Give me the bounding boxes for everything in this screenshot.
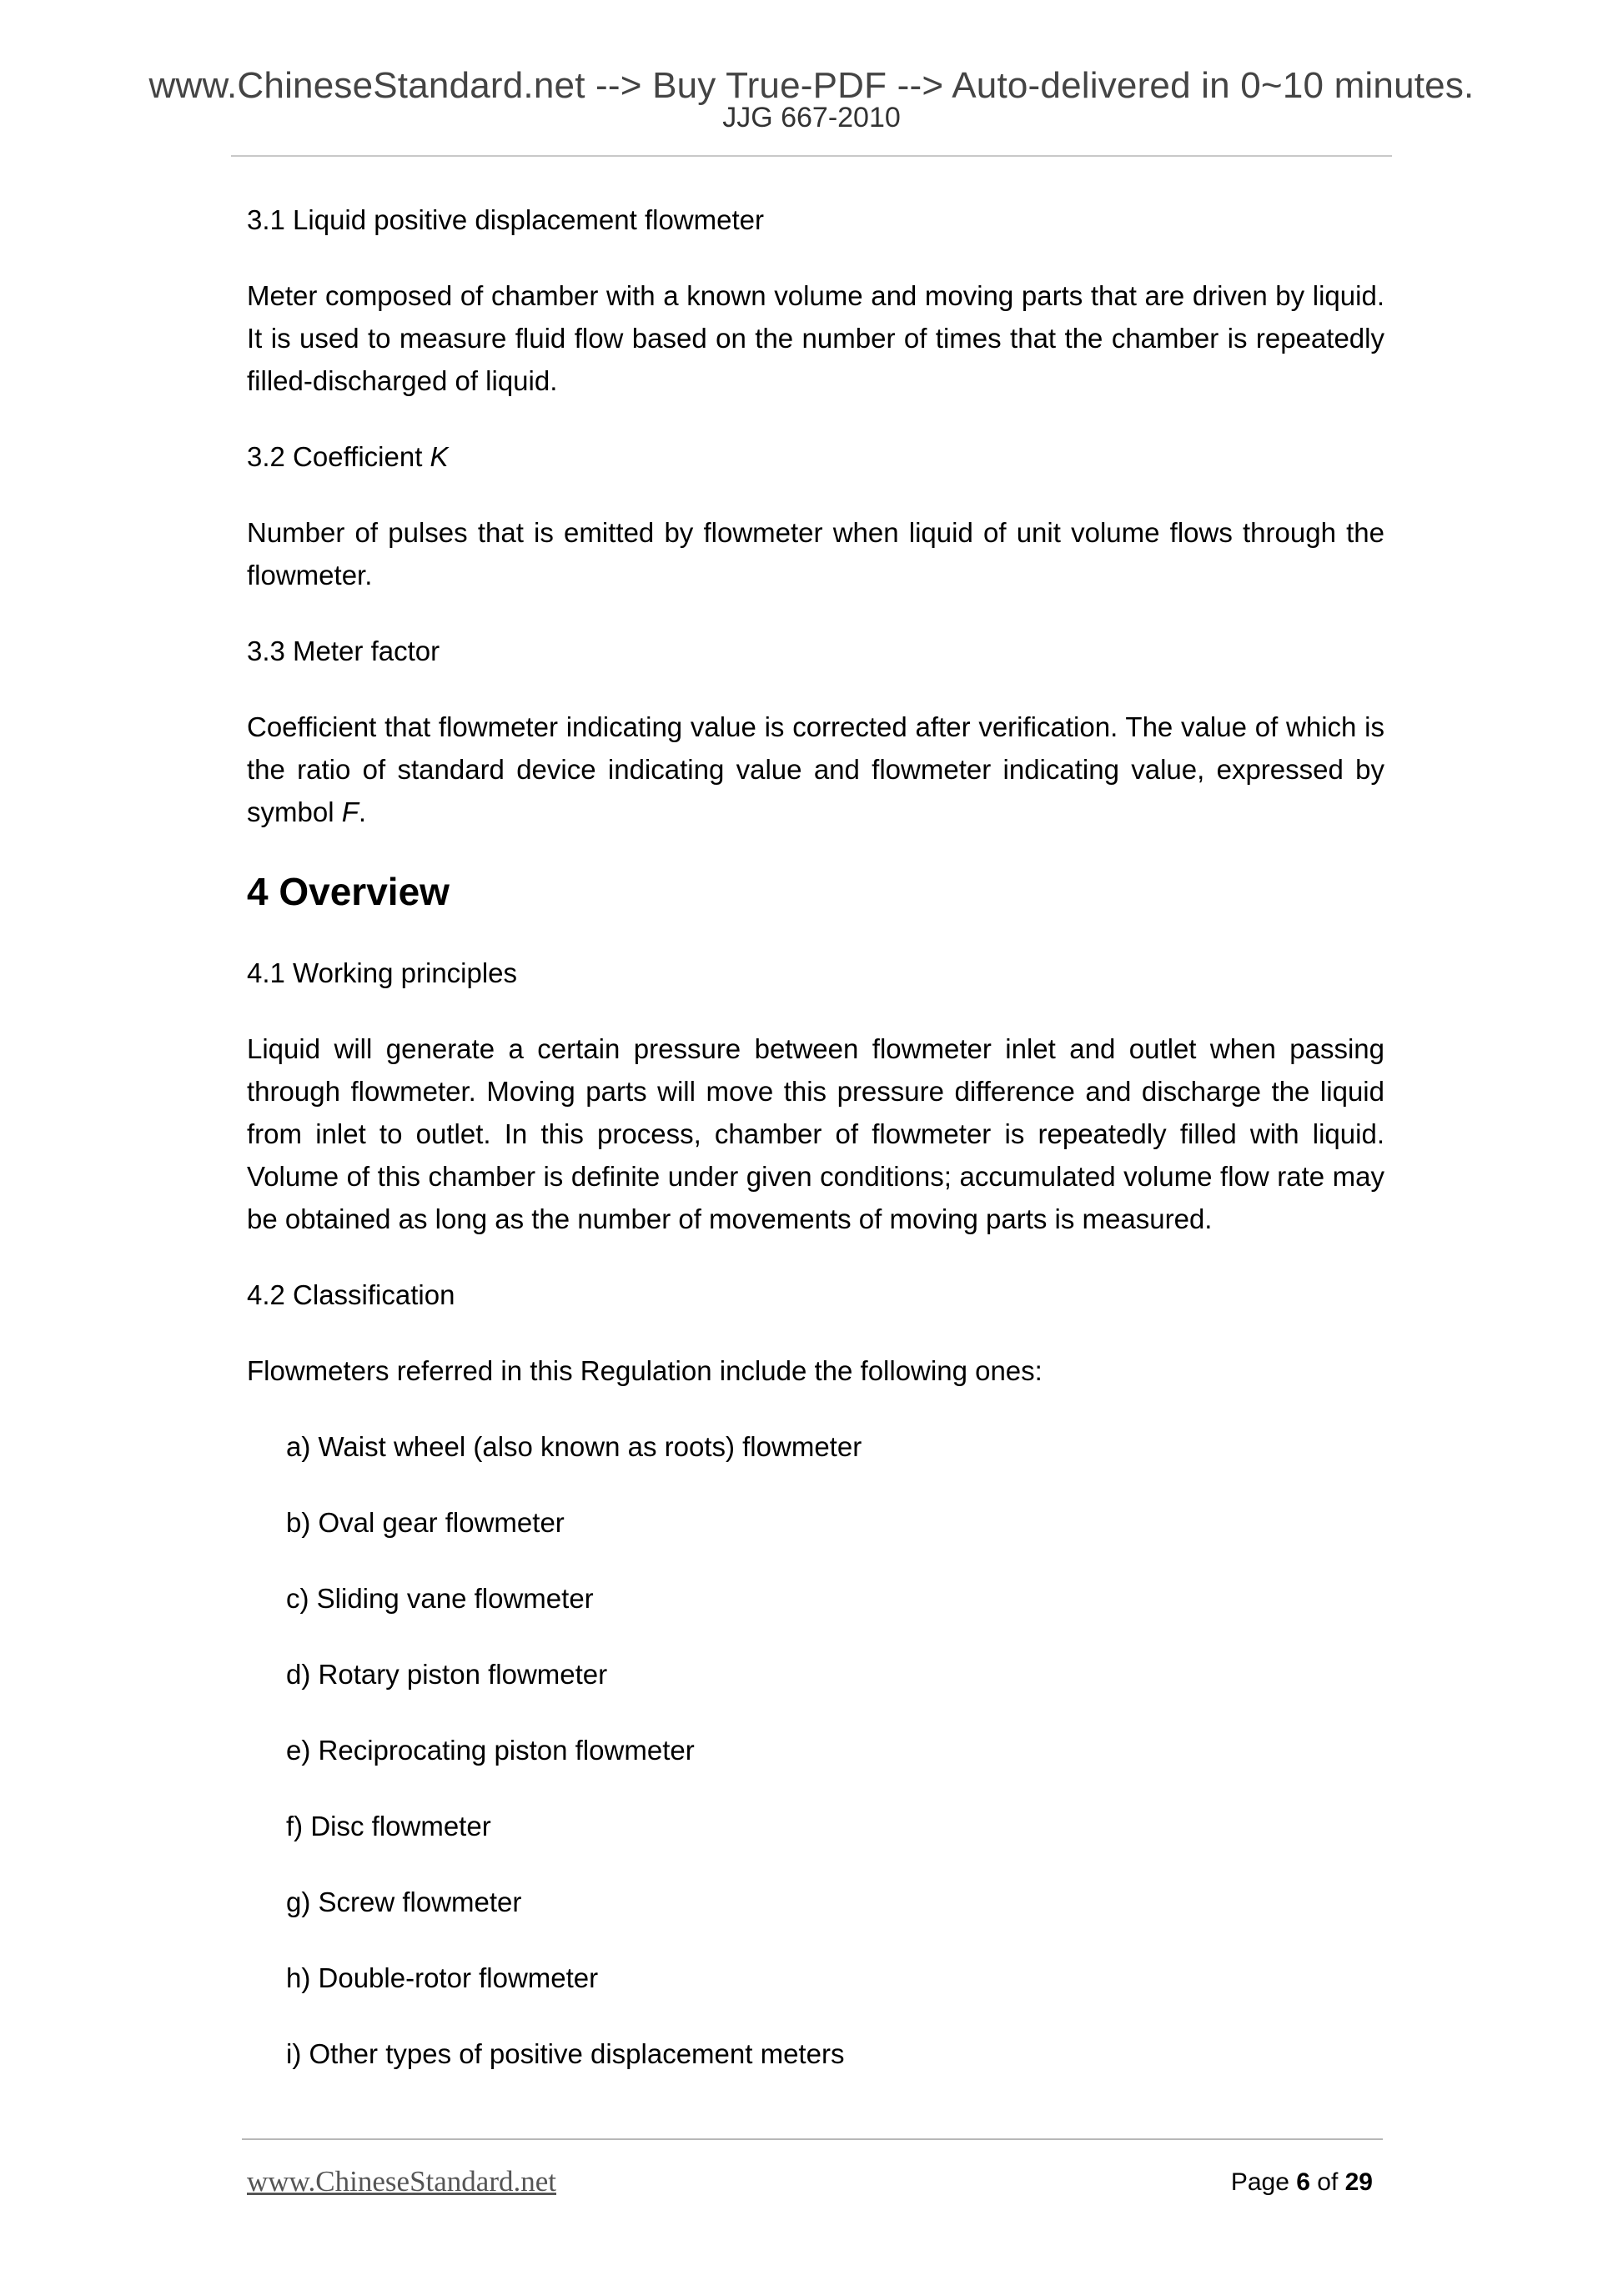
- list-item: f) Disc flowmeter: [286, 1811, 491, 1841]
- list-item: h) Double-rotor flowmeter: [286, 1962, 599, 1993]
- list-item: g) Screw flowmeter: [286, 1887, 522, 1917]
- footer-site-link[interactable]: www.ChineseStandard.net: [247, 2165, 556, 2198]
- page-number-mid: of: [1309, 2168, 1345, 2196]
- section-3-3-text-end: .: [358, 796, 367, 827]
- section-3-3-heading: 3.3 Meter factor: [247, 636, 440, 666]
- section-4-1-heading: 4.1 Working principles: [247, 957, 518, 988]
- section-3-1-heading: 3.1 Liquid positive displacement flowmeter: [247, 204, 764, 235]
- page-current: 6: [1296, 2168, 1310, 2196]
- list-item: d) Rotary piston flowmeter: [286, 1659, 608, 1690]
- section-4-2-heading: 4.2 Classification: [247, 1279, 455, 1310]
- section-4-1-text: Liquid will generate a certain pressure between flowmeter inlet and outlet when passing through flowmeter. Moving parts will move this pressure difference and discharge the liquid from inlet to outlet. In this process, chamber of flowmeter is repeatedly filled with liquid. Volume of this chamber is definite under given conditions; accumulated volume flow rate may be obtained as long as the number of movements of moving parts is measured.: [247, 1033, 1384, 1234]
- symbol-f: F: [341, 796, 359, 827]
- list-item: i) Other types of positive displacement meters: [286, 2038, 845, 2069]
- section-3-1-text: Meter composed of chamber with a known volume and moving parts that are driven by liquid. It is used to measure fluid flow based on the number of times that the chamber is repeatedly filled-discharged of liquid.: [247, 280, 1384, 396]
- page-number: [1231, 2168, 1373, 2197]
- list-item: b) Oval gear flowmeter: [286, 1507, 565, 1538]
- footer-divider: [242, 2138, 1383, 2140]
- section-3-2-text: Number of pulses that is emitted by flowmeter when liquid of unit volume flows through the flowmeter.: [247, 517, 1384, 590]
- header-divider: [231, 155, 1392, 157]
- document-body: [247, 198, 1384, 2108]
- page-total: 29: [1344, 2168, 1373, 2196]
- list-item: c) Sliding vane flowmeter: [286, 1583, 594, 1614]
- section-3-3-text-main: Coefficient that flowmeter indicating value is corrected after verification. The value of which is the ratio of standard device indicating value and flowmeter indicating value, expressed by symbol: [247, 711, 1384, 827]
- chapter-4-heading: 4 Overview: [247, 870, 450, 913]
- header-banner: www.ChineseStandard.net --> Buy True-PDF --> Auto-delivered in 0~10 minutes.: [148, 65, 1475, 106]
- symbol-k: K: [430, 441, 449, 472]
- page-number-prefix: Page: [1230, 2168, 1297, 2196]
- section-4-2-intro: Flowmeters referred in this Regulation include the following ones:: [247, 1355, 1043, 1386]
- section-3-2-heading-label: 3.2 Coefficient: [247, 441, 430, 472]
- section-3-3-text: [247, 706, 1384, 833]
- list-item: e) Reciprocating piston flowmeter: [286, 1735, 695, 1766]
- standard-code: JJG 667-2010: [722, 102, 901, 133]
- section-3-2-heading: [247, 435, 1384, 478]
- list-item: a) Waist wheel (also known as roots) flowmeter: [286, 1431, 862, 1462]
